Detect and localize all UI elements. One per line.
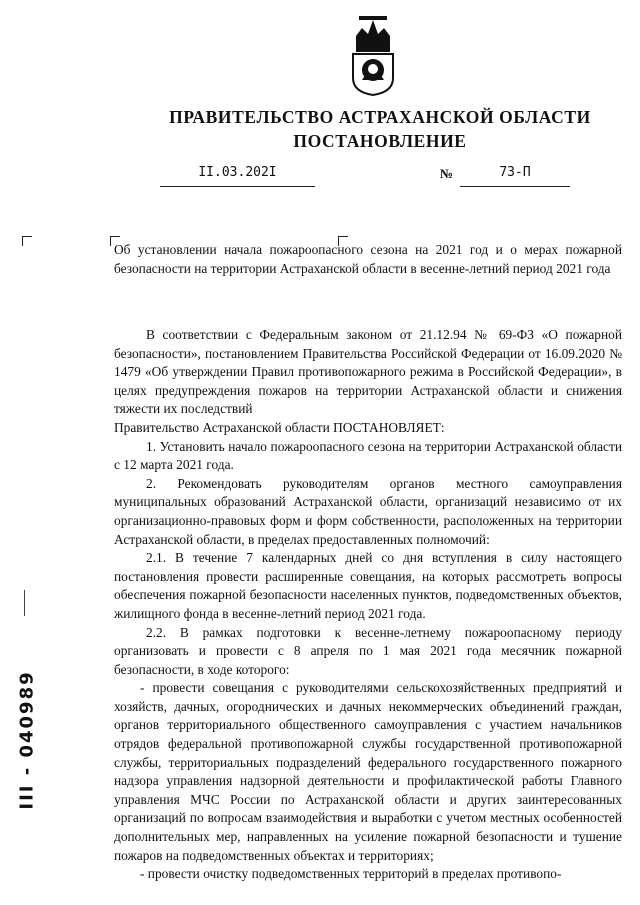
document-number: 73-П	[460, 162, 570, 187]
clause-2-1: 2.1. В течение 7 календарных дней со дня вступления в силу настоящего постановления провести расширенные совещания, на которых рассмотреть вопросы обеспечения пожарной безопасности населенных пунктов, подведомственных объектов, жилищного фонда в весенне-летний период 2021 года.	[114, 550, 622, 621]
side-serial-code	[15, 620, 39, 860]
number-sign: №	[440, 166, 454, 181]
corner-mark-left	[22, 236, 32, 246]
margin-rule	[24, 590, 25, 616]
document-type: ПОСТАНОВЛЕНИЕ	[293, 131, 467, 151]
document-body	[114, 326, 622, 884]
document-title: Об установлении начала пожароопасного сезона на 2021 год и о мерах пожарной безопасности на территории Астраханской области в весенне-летний период 2021 года	[114, 242, 622, 276]
coat-of-arms-emblem	[348, 14, 398, 96]
resolution-line: Правительство Астраханской области ПОСТАНОВЛЯЕТ:	[114, 419, 445, 435]
preamble-paragraph: В соответствии с Федеральным законом от 21.12.94 № 69-ФЗ «О пожарной безопасности», постановлением Правительства Российской Федерации от 16.09.2020 № 1479 «Об утверждении Правил противопожарного режима в Российской Федерации», в целях предупреждения пожаров на территории Астраханской области и снижения тяжести их последствий	[114, 327, 622, 417]
list-item: - провести очистку подведомственных территорий в пределах противопо-	[140, 866, 562, 882]
list-item: - провести совещания с руководителями сельскохозяйственных предприятий и хозяйств, дачных, огороднических и дачных некоммерческих объединений граждан, органов территориального общественного самоуправления с участием начальников отрядов федеральной противопожарной службы государственной противопожарной службы, территориальных подразделений федерального государственного пожарного надзора управления надзорной деятельности и профилактической работы Главного управления МЧС России по Астраханской области и других заинтересованных организаций по вопросам взаимодействия и выработки с учетом местных особенностей дополнительных мер, направленных на усиление пожарной безопасности и тушение пожаров на подведомственных объектах и территориях;	[114, 680, 622, 863]
government-title: ПРАВИТЕЛЬСТВО АСТРАХАНСКОЙ ОБЛАСТИ	[169, 107, 591, 127]
serial-code-text: III - 040989	[16, 670, 38, 810]
clause-2: 2. Рекомендовать руководителям органов местного самоуправления муниципальных образований Астраханской области, организаций независимо от их организационно-правовых форм и форм собственности, расположенных на территории Астраханской области, в пределах предоставленных полномочий:	[114, 475, 622, 547]
clause-2-2: 2.2. В рамках подготовки к весенне-летнему пожароопасному периоду организовать и провести с 8 апреля по 1 мая 2021 года месячник пожарной безопасности, в ходе которого:	[114, 624, 622, 677]
document-date: II.03.202I	[160, 162, 315, 187]
clause-1: 1. Установить начало пожароопасного сезона на территории Астраханской области с 12 марта 2021 года.	[114, 438, 622, 473]
